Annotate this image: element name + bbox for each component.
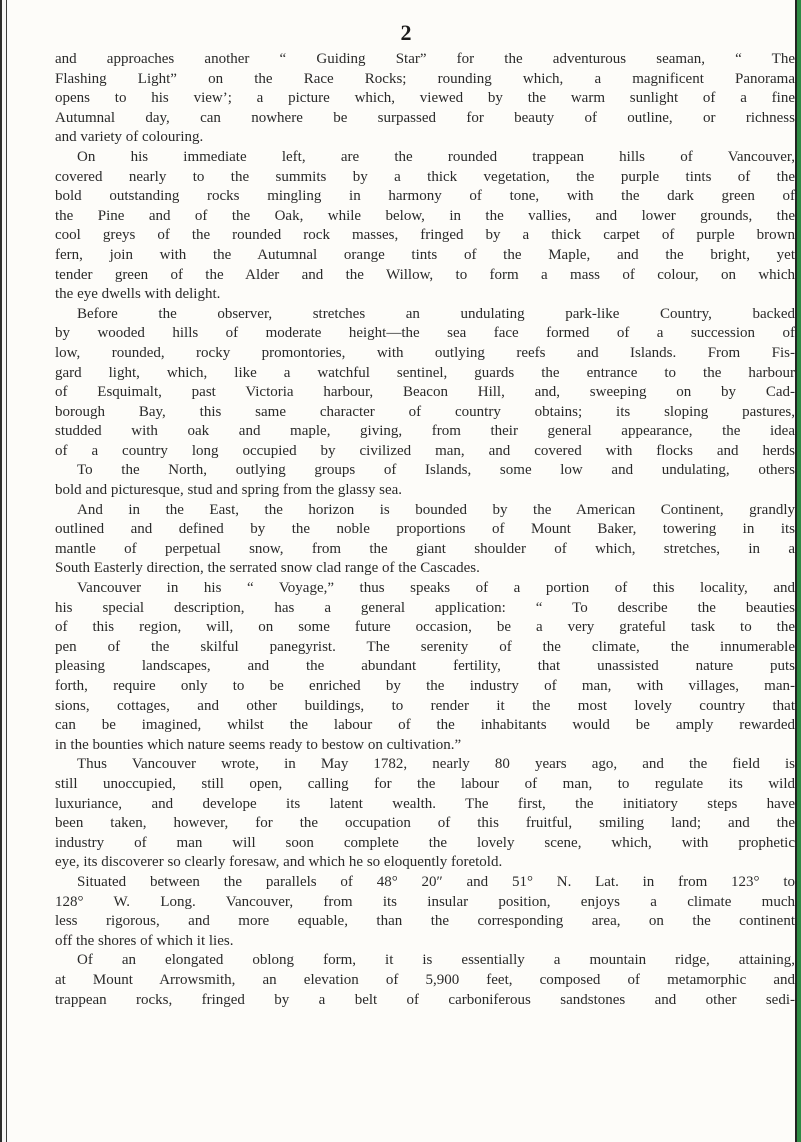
text-line: eye, its discoverer so clearly foresaw, and which he so eloquently foretold. [55, 854, 503, 871]
text-line: bold outstanding rocks mingling in harmony of tone, with the dark green of [55, 188, 795, 205]
text-line: off the shores of which it lies. [55, 932, 234, 949]
text-line: To the North, outlying groups of Islands, some low and undulating, others [77, 462, 795, 479]
text-line: industry of man will soon complete the lovely scene, which, with prophetic [55, 834, 795, 851]
text-line: Thus Vancouver wrote, in May 1782, nearly 80 years ago, and the field is [77, 756, 795, 773]
text-line: 128° W. Long. Vancouver, from its insular position, enjoys a climate much [55, 893, 795, 910]
text-line: Flashing Light” on the Race Rocks; rounding which, a magnificent Panorama [55, 70, 795, 87]
text-line: been taken, however, for the occupation of this fruitful, smiling land; and the [55, 815, 795, 832]
text-line: Vancouver in his “ Voyage,” thus speaks of a portion of this locality, and [77, 580, 795, 597]
text-line: borough Bay, this same character of country obtains; its sloping pastures, [55, 403, 795, 420]
text-line: luxuriance, and develope its latent wealth. The first, the initiatory steps have [55, 795, 795, 812]
text-line: in the bounties which nature seems ready to bestow on cultivation.” [55, 736, 462, 753]
text-line: less rigorous, and more equable, than the corresponding area, on the continent [55, 913, 795, 930]
text-line: by wooded hills of moderate height—the sea face formed of a succession of [55, 325, 795, 342]
text-line: opens to his view’; a picture which, viewed by the warm sunlight of a fine [55, 90, 795, 107]
text-line: forth, require only to be enriched by the industry of man, with villages, man- [55, 678, 795, 694]
text-line: still unoccupied, still open, calling for the labour of man, to regulate its wild [55, 775, 795, 792]
text-line: of this region, will, on some future occasion, be a very grateful task to the [55, 619, 795, 636]
text-line: can be imagined, whilst the labour of the inhabitants would be amply rewarded [55, 717, 795, 734]
text-line: studded with oak and maple, giving, from their general appearance, the idea [55, 423, 795, 440]
text-line: the eye dwells with delight. [55, 286, 221, 303]
body-text [55, 50, 795, 1010]
text-line: On his immediate left, are the rounded trappean hills of Vancouver, [77, 148, 795, 165]
text-line: covered nearly to the summits by a thick vegetation, the purple tints of the [55, 168, 795, 185]
text-line: trappean rocks, fringed by a belt of carboniferous sandstones and other sedi- [55, 991, 795, 1008]
text-line: Of an elongated oblong form, it is essentially a mountain ridge, attaining, [77, 952, 795, 969]
text-line: of Esquimalt, past Victoria harbour, Beacon Hill, and, sweeping on by Cad- [55, 384, 795, 401]
text-line: gard light, which, like a watchful sentinel, guards the entrance to the harbour [55, 364, 795, 381]
text-line: mantle of perpetual snow, from the giant shoulder of which, stretches, in a [55, 540, 795, 557]
text-line: tender green of the Alder and the Willow, to form a mass of colour, on which [55, 266, 795, 283]
text-line: sions, cottages, and other buildings, to render it the most lovely country that [55, 697, 795, 714]
text-line: at Mount Arrowsmith, an elevation of 5,900 feet, composed of metamorphic and [55, 971, 795, 988]
text-line: South Easterly direction, the serrated snow clad range of the Cascades. [55, 560, 480, 577]
text-line: of a country long occupied by civilized man, and covered with flocks and herds [55, 442, 795, 459]
text-line: outlined and defined by the noble proportions of Mount Baker, towering in its [55, 521, 795, 538]
text-line: low, rounded, rocky promontories, with outlying reefs and Islands. From Fis- [55, 344, 795, 361]
text-line: bold and picturesque, stud and spring from the glassy sea. [55, 482, 403, 499]
text-line: his special description, has a general application: “ To describe the beauties [55, 599, 795, 616]
text-line: Before the observer, stretches an undulating park-like Country, backed [77, 305, 795, 322]
text-line: and approaches another “ Guiding Star” for the adventurous seaman, “ The [55, 51, 795, 67]
text-line: pen of the skilful panegyrist. The serenity of the climate, the innumerable [55, 638, 795, 655]
text-line: Situated between the parallels of 48° 20″ and 51° N. Lat. in from 123° to [77, 873, 795, 890]
text-line: fern, join with the Autumnal orange tints of the Maple, and the bright, yet [55, 246, 795, 263]
text-line: and variety of colouring. [55, 129, 204, 146]
text-line: pleasing landscapes, and the abundant fertility, that unassisted nature puts [55, 658, 795, 675]
text-line: Autumnal day, can nowhere be surpassed for beauty of outline, or richness [55, 109, 795, 126]
binding-edge [0, 0, 10, 1142]
page-number: 2 [400, 20, 412, 45]
text-line: And in the East, the horizon is bounded by the American Continent, grandly [77, 501, 795, 518]
text-line: the Pine and of the Oak, while below, in the vallies, and lower grounds, the [55, 207, 795, 224]
text-line: cool greys of the rounded rock masses, fringed by a thick carpet of purple brown [55, 227, 795, 244]
